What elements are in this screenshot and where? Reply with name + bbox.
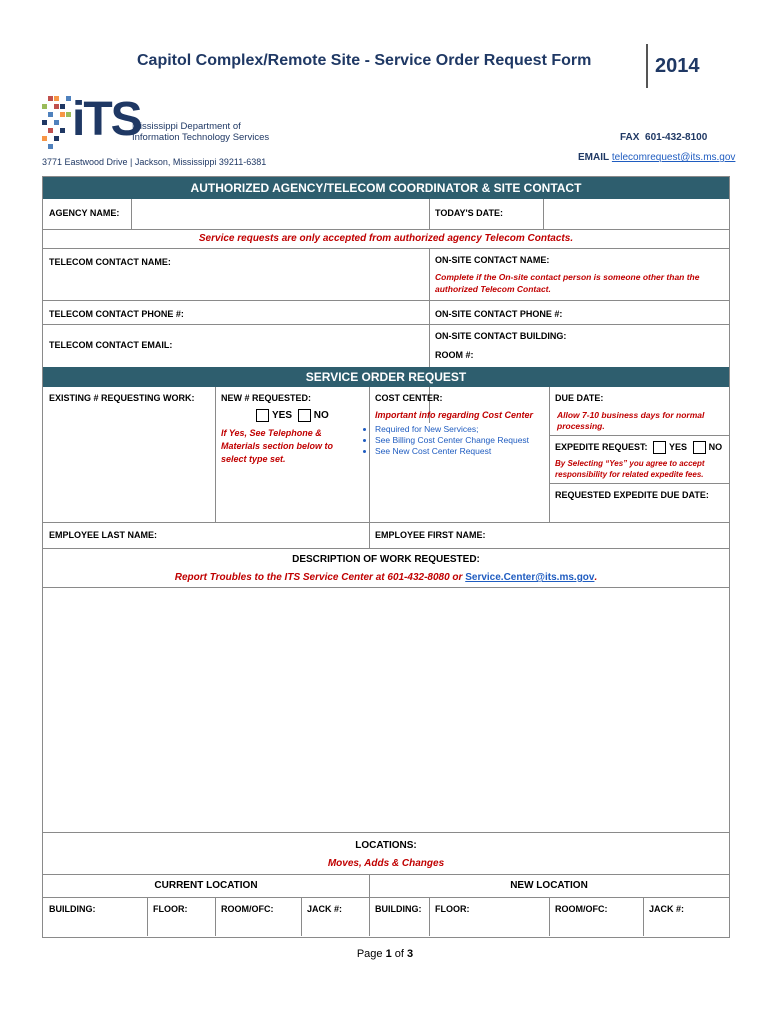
expedite-no-checkbox[interactable] <box>693 441 706 454</box>
email-line <box>578 152 735 163</box>
fax-line <box>620 132 707 143</box>
no-label: NO <box>313 410 329 422</box>
expedite-yes-label: YES <box>669 441 688 452</box>
employee-last-name-label: EMPLOYEE LAST NAME: <box>49 530 158 540</box>
existing-number-label: EXISTING # REQUESTING WORK: <box>49 393 195 403</box>
cost-item: • See New Cost Center Request <box>375 446 565 456</box>
expedite-yes-checkbox[interactable] <box>653 441 666 454</box>
form-year: 2014 <box>655 55 700 77</box>
onsite-phone-label: ON-SITE CONTACT PHONE #: <box>435 309 563 319</box>
locations-subtitle: Moves, Adds & Changes <box>327 858 445 869</box>
new-room-label: ROOM/OFC: <box>555 904 608 914</box>
todays-date-label: TODAY'S DATE: <box>435 208 503 218</box>
address: 3771 Eastwood Drive | Jackson, Mississippi 39211-6381 <box>42 157 267 167</box>
email-label: EMAIL <box>578 152 610 163</box>
logo-subtitle <box>132 121 269 143</box>
logo-sub-line2: Information Technology Services <box>132 132 270 143</box>
email-link[interactable]: telecomrequest@its.ms.gov <box>611 152 736 163</box>
description-textarea[interactable] <box>43 588 729 832</box>
new-location-label: NEW LOCATION <box>510 880 588 891</box>
new-number-note: If Yes, See Telephone & Materials section below to select type set. <box>221 428 334 464</box>
report-suffix: . <box>594 572 598 583</box>
page-prefix: Page <box>356 948 386 960</box>
cost-item: • See Billing Cost Center Change Request <box>375 435 565 445</box>
requested-expedite-date-label: REQUESTED EXPEDITE DUE DATE: <box>555 490 709 500</box>
due-date-label: DUE DATE: <box>555 393 604 403</box>
new-number-choice <box>253 409 329 422</box>
fax-label: FAX <box>620 132 640 143</box>
cost-item: • Required for New Services; <box>375 424 565 434</box>
onsite-note: Complete if the On-site contact person is someone other than the authorized Telecom Contact. <box>435 272 700 294</box>
service-center-link[interactable]: Service.Center@its.ms.gov <box>465 572 595 583</box>
page-number <box>0 948 770 960</box>
section-service-order-header: SERVICE ORDER REQUEST <box>43 367 729 387</box>
current-floor-label: FLOOR: <box>153 904 188 914</box>
title-divider <box>646 44 648 88</box>
its-logo-icon <box>42 96 76 156</box>
expedite-label: EXPEDITE REQUEST: <box>555 441 648 452</box>
logo-sub-line1: Mississippi Department of <box>132 121 241 132</box>
onsite-contact-name-label: ON-SITE CONTACT NAME: <box>435 255 550 265</box>
report-troubles-line <box>43 572 729 583</box>
agency-name-label: AGENCY NAME: <box>49 208 120 218</box>
expedite-request <box>555 441 722 454</box>
current-location-label: CURRENT LOCATION <box>154 880 258 891</box>
current-room-label: ROOM/OFC: <box>221 904 274 914</box>
cost-center-list <box>353 424 565 457</box>
section-contact-header: AUTHORIZED AGENCY/TELECOM COORDINATOR & SITE CONTACT <box>43 177 729 199</box>
page-total: 3 <box>407 948 414 960</box>
page-of: of <box>391 948 408 960</box>
logo-wordmark: iTS <box>72 93 141 146</box>
page-title: Capitol Complex/Remote Site - Service Order Request Form <box>137 52 592 69</box>
new-number-label: NEW # REQUESTED: <box>221 393 312 403</box>
cost-center-label: COST CENTER: <box>375 393 443 403</box>
cost-center-note: Important info regarding Cost Center <box>375 410 534 420</box>
no-checkbox[interactable] <box>298 409 311 422</box>
expedite-note: By Selecting “Yes” you agree to accept responsibility for related expedite fees. <box>555 459 705 479</box>
expedite-no-label: NO <box>708 441 723 452</box>
authorized-notice: Service requests are only accepted from authorized agency Telecom Contacts. <box>198 233 574 244</box>
current-building-label: BUILDING: <box>49 904 96 914</box>
yes-label: YES <box>272 410 293 422</box>
service-order-form <box>42 176 730 938</box>
employee-first-name-label: EMPLOYEE FIRST NAME: <box>375 530 486 540</box>
new-building-label: BUILDING: <box>375 904 422 914</box>
room-label: ROOM #: <box>435 350 474 360</box>
telecom-phone-label: TELECOM CONTACT PHONE #: <box>49 309 184 319</box>
new-jack-label: JACK #: <box>649 904 685 914</box>
report-prefix: Report Troubles to the ITS Service Center at 601-432-8080 or <box>174 572 466 583</box>
telecom-email-label: TELECOM CONTACT EMAIL: <box>49 340 173 350</box>
onsite-building-label: ON-SITE CONTACT BUILDING: <box>435 331 567 341</box>
yes-checkbox[interactable] <box>256 409 269 422</box>
telecom-contact-name-label: TELECOM CONTACT NAME: <box>49 257 171 267</box>
description-label: DESCRIPTION OF WORK REQUESTED: <box>292 554 480 565</box>
locations-label: LOCATIONS: <box>355 840 417 851</box>
page-current: 1 <box>385 948 392 960</box>
current-jack-label: JACK #: <box>307 904 343 914</box>
due-date-note: Allow 7-10 business days for normal processing. <box>557 410 705 431</box>
new-floor-label: FLOOR: <box>435 904 470 914</box>
fax-value: 601-432-8100 <box>645 132 708 143</box>
